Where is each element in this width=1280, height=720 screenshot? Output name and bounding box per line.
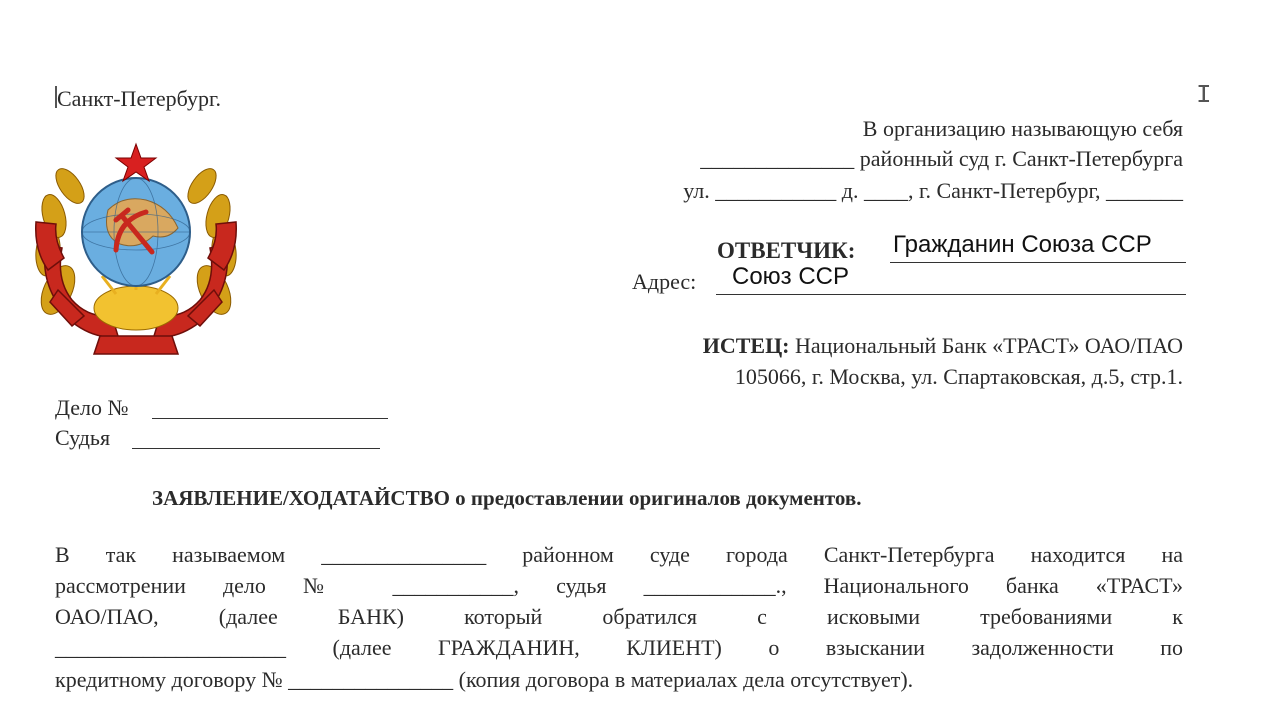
judge-label: Судья [55, 425, 111, 450]
defendant-label: ОТВЕТЧИК: [717, 238, 856, 263]
case-number-label: Дело № [55, 395, 129, 420]
plaintiff-name: Национальный Банк «ТРАСТ» ОАО/ПАО [795, 333, 1183, 358]
ussr-coat-of-arms-icon [28, 140, 244, 360]
case-number-underline [152, 418, 388, 419]
court-name-blank: ______________ [700, 146, 855, 171]
judge-underline [132, 448, 380, 449]
address-value[interactable]: Союз ССР [732, 263, 850, 290]
defendant-underline [890, 262, 1186, 263]
ibeam-cursor-icon: I [1196, 80, 1212, 110]
plaintiff-address: 105066, г. Москва, ул. Спартаковская, д.5, стр.1. [734, 364, 1183, 389]
addressee-line-2 [700, 146, 1183, 172]
body-line-4: _____________________ (далее ГРАЖДАНИН, КЛИЕНТ) о взыскании задолженности по [55, 635, 1183, 660]
address-underline [716, 294, 1186, 295]
plaintiff-label: ИСТЕЦ: [702, 333, 790, 358]
body-line-1: В так называемом _______________ районном суде города Санкт-Петербурга находится на [55, 542, 1183, 567]
document-title: ЗАЯВЛЕНИЕ/ХОДАТАЙСТВО о предоставлении оригиналов документов. [152, 486, 862, 510]
court-name-text: районный суд г. Санкт-Петербурга [859, 146, 1183, 171]
body-line-2: рассмотрении дело № ___________, судья ____________., Национального банка «ТРАСТ» [55, 573, 1183, 598]
addressee-line-3: ул. ___________ д. ____, г. Санкт-Петербург, _______ [683, 178, 1183, 203]
body-line-5: кредитному договору № _______________ (копия договора в материалах дела отсутствует). [55, 667, 914, 692]
plaintiff-line-1 [703, 333, 1183, 359]
city-line: Санкт-Петербург. [57, 86, 221, 111]
body-line-3: ОАО/ПАО, (далее БАНК) который обратился с исковыми требованиями к [55, 604, 1183, 629]
address-label: Адрес: [632, 269, 697, 294]
defendant-value[interactable]: Гражданин Союза ССР [893, 231, 1152, 258]
addressee-line-1: В организацию называющую себя [862, 116, 1183, 141]
